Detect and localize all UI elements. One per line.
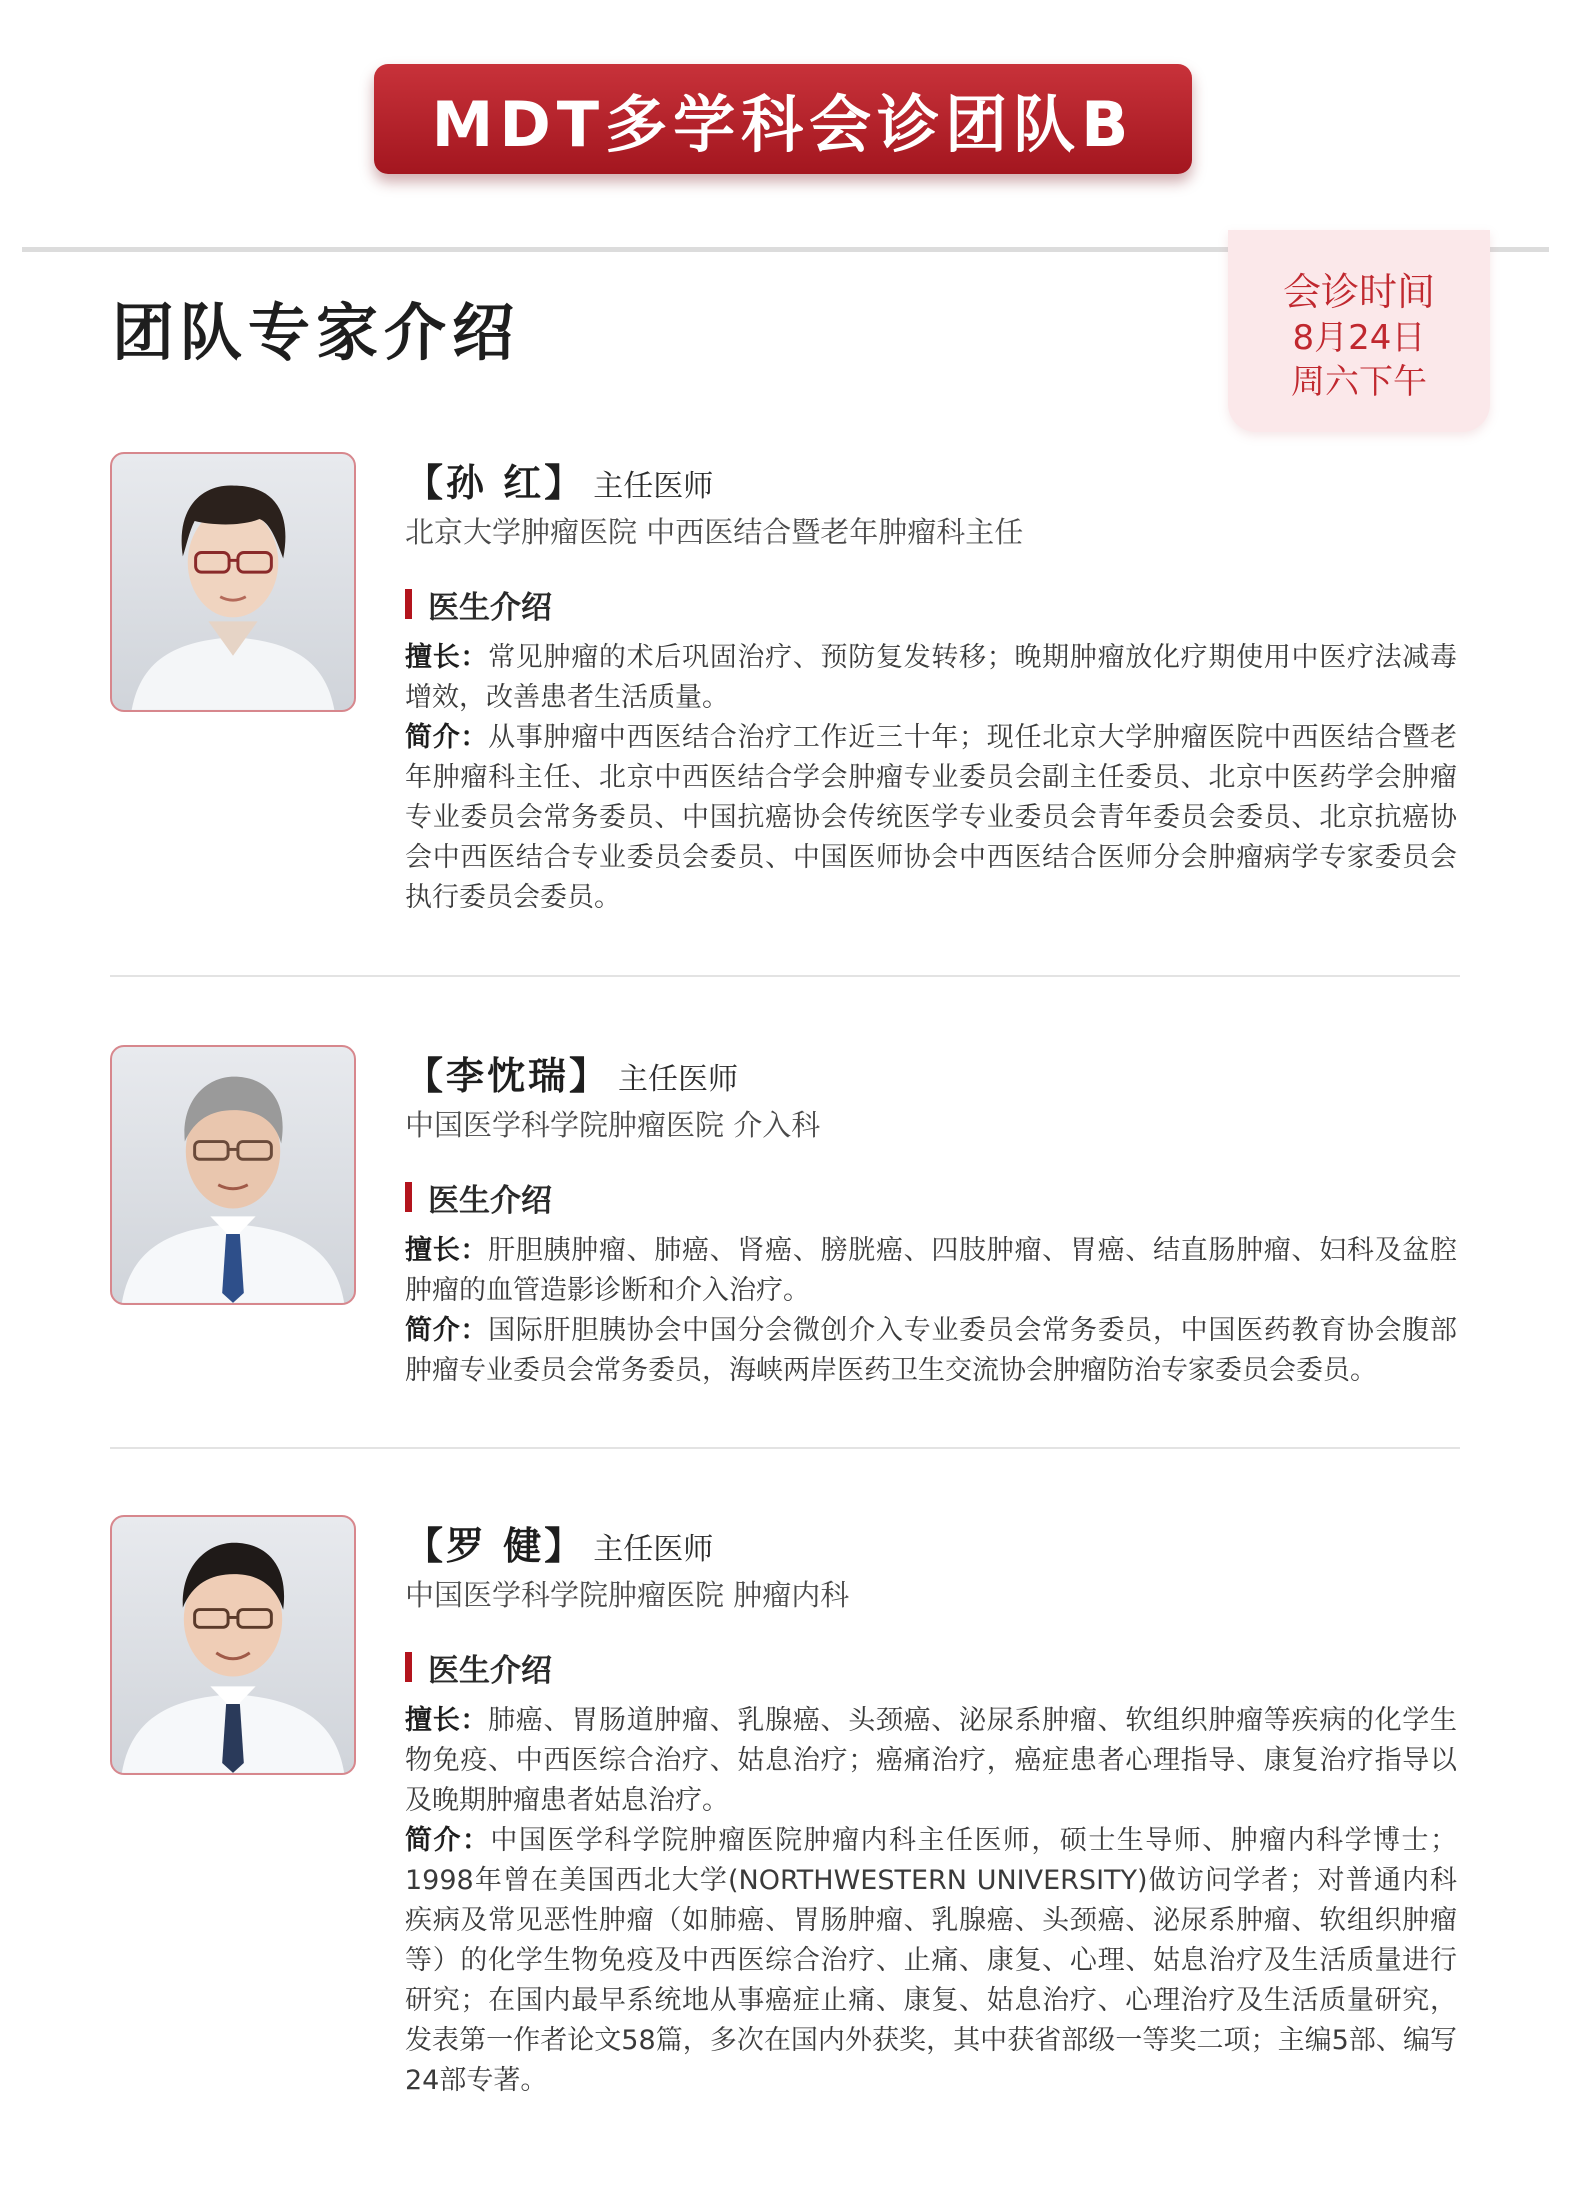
accent-bar <box>405 1182 412 1212</box>
doctor-photo <box>110 1045 356 1305</box>
doctor-hospital: 中国医学科学院肿瘤医院 介入科 <box>405 1108 821 1142</box>
consult-time-label: 会诊时间 <box>1282 270 1435 314</box>
expertise-label: 擅长： <box>405 1705 489 1736</box>
consult-time-card <box>1228 230 1490 432</box>
doctor-title: 主任医师 <box>618 1062 739 1097</box>
intro-heading <box>405 1177 1460 1217</box>
intro-heading <box>405 584 1460 624</box>
bio-text: 国际肝胆胰协会中国分会微创介入专业委员会常务委员，中国医药教育协会腹部肿瘤专业委员会常务委员，海峡两岸医药卫生交流协会肿瘤防治专家委员会委员。 <box>405 1315 1457 1386</box>
doctor-bio <box>405 1821 1457 2101</box>
doctor-expertise <box>405 1231 1457 1311</box>
doctor-portrait-icon <box>112 1047 354 1303</box>
intro-heading <box>405 1647 1460 1687</box>
bio-text: 从事肿瘤中西医结合治疗工作近三十年；现任北京大学肿瘤医院中西医结合暨老年肿瘤科主任、北京中西医结合学会肿瘤专业委员会副主任委员、北京中医药学会肿瘤专业委员会常务委员、中国抗癌协会传统医学专业委员会青年委员会委员、北京抗癌协会中西医结合专业委员会委员、中国医师协会中西医结合医师分会肿瘤病学专家委员会执行委员会委员。 <box>405 722 1457 913</box>
banner-title: MDT多学科会诊团队B <box>431 87 1135 161</box>
bio-text: 中国医学科学院肿瘤医院肿瘤内科主任医师，硕士生导师、肿瘤内科学博士；1998年曾在美国西北大学(NORTHWESTERN UNIVERSITY)做访问学者；对普通内科疾病及常见恶性肿瘤（如肺癌、胃肠肿瘤、乳腺癌、头颈癌、泌尿系肿瘤、软组织肿瘤等）的化学生物免疫及中西医综合治疗、止痛、康复、心理、姑息治疗及生活质量进行研究；在国内最早系统地从事癌症止痛、康复、姑息治疗、心理治疗及生活质量研究，发表第一作者论文58篇，多次在国内外获奖，其中获省部级一等奖二项；主编5部、编写24部专著。 <box>405 1825 1458 2096</box>
expertise-text: 肺癌、胃肠道肿瘤、乳腺癌、头颈癌、泌尿系肿瘤、软组织肿瘤等疾病的化学生物免疫、中西医综合治疗、姑息治疗；癌痛治疗，癌症患者心理指导、康复治疗指导以及晚期肿瘤患者姑息治疗。 <box>405 1705 1457 1816</box>
expertise-text: 常见肿瘤的术后巩固治疗、预防复发转移；晚期肿瘤放化疗期使用中医疗法减毒增效，改善患者生活质量。 <box>405 642 1457 713</box>
doctor-bio <box>405 718 1457 918</box>
bio-label: 简介： <box>405 722 489 753</box>
bio-label: 简介： <box>405 1825 491 1856</box>
accent-bar <box>405 1652 412 1682</box>
bio-label: 简介： <box>405 1315 489 1346</box>
doctor-hospital: 中国医学科学院肿瘤医院 肿瘤内科 <box>405 1578 850 1612</box>
doctor-name: 【李忱瑞】 <box>405 1053 611 1098</box>
doctor-portrait-icon <box>112 1517 354 1773</box>
expertise-text: 肝胆胰肿瘤、肺癌、肾癌、膀胱癌、四肢肿瘤、胃癌、结直肠肿瘤、妇科及盆腔肿瘤的血管造影诊断和介入治疗。 <box>405 1235 1457 1306</box>
doctor-hospital: 北京大学肿瘤医院 中西医结合暨老年肿瘤科主任 <box>405 515 1024 549</box>
doctor-expertise <box>405 1701 1457 1821</box>
doctor-divider <box>110 1447 1460 1449</box>
header-banner <box>374 64 1192 174</box>
intro-heading-text: 医生介绍 <box>428 1652 552 1689</box>
doctor-bio <box>405 1311 1457 1391</box>
consult-day: 周六下午 <box>1291 362 1427 402</box>
intro-heading-text: 医生介绍 <box>428 589 552 626</box>
doctor-divider <box>110 975 1460 977</box>
expertise-label: 擅长： <box>405 1235 489 1266</box>
doctor-expertise <box>405 638 1457 718</box>
intro-heading-text: 医生介绍 <box>428 1182 552 1219</box>
doctor-photo <box>110 1515 356 1775</box>
doctor-title: 主任医师 <box>593 469 714 504</box>
doctor-title: 主任医师 <box>593 1532 714 1567</box>
section-title: 团队专家介绍 <box>112 296 521 369</box>
doctor-photo <box>110 452 356 712</box>
accent-bar <box>405 589 412 619</box>
doctor-name: 【孙 红】 <box>405 460 586 505</box>
doctor-portrait-icon <box>112 454 354 710</box>
doctor-name: 【罗 健】 <box>405 1523 586 1568</box>
expertise-label: 擅长： <box>405 642 489 673</box>
consult-date: 8月24日 <box>1292 318 1426 358</box>
